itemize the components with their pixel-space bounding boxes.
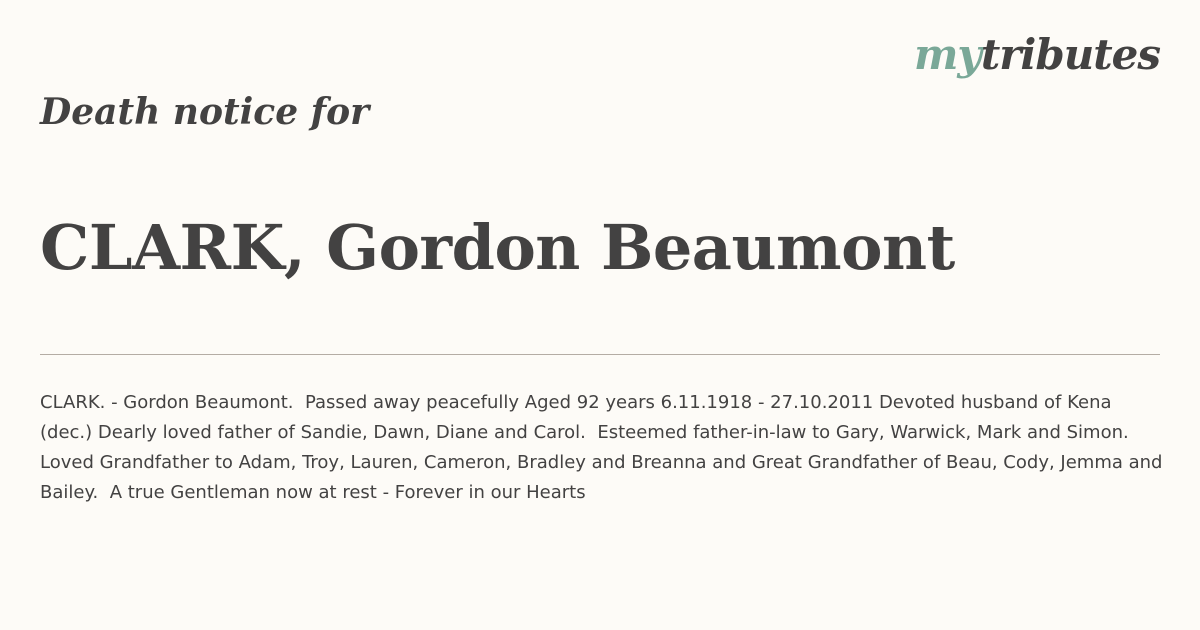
notice-text: CLARK. - Gordon Beaumont. Passed away peacefully Aged 92 years 6.11.1918 - 27.10.2011 Devoted husband of Kena (dec.) Dearly loved father of Sandie, Dawn, Diane and Carol. Esteemed father-in-law to Gary, Warwick, Mark and Simon. Loved Grandfather to Adam, Troy, Lauren, Cameron, Bradley and Breanna and Great Grandfather of Beau, Cody, Jemma and Bailey. A true Gentleman now at rest - Forever in our Hearts [40,392,1169,503]
mytributes-logo[interactable] [913,30,1160,79]
divider [40,354,1160,355]
deceased-name: CLARK, Gordon Beaumont [40,211,955,284]
logo-prefix: my [913,30,981,79]
notice-subtitle: Death notice for [40,91,370,133]
logo-suffix: tributes [980,30,1160,79]
